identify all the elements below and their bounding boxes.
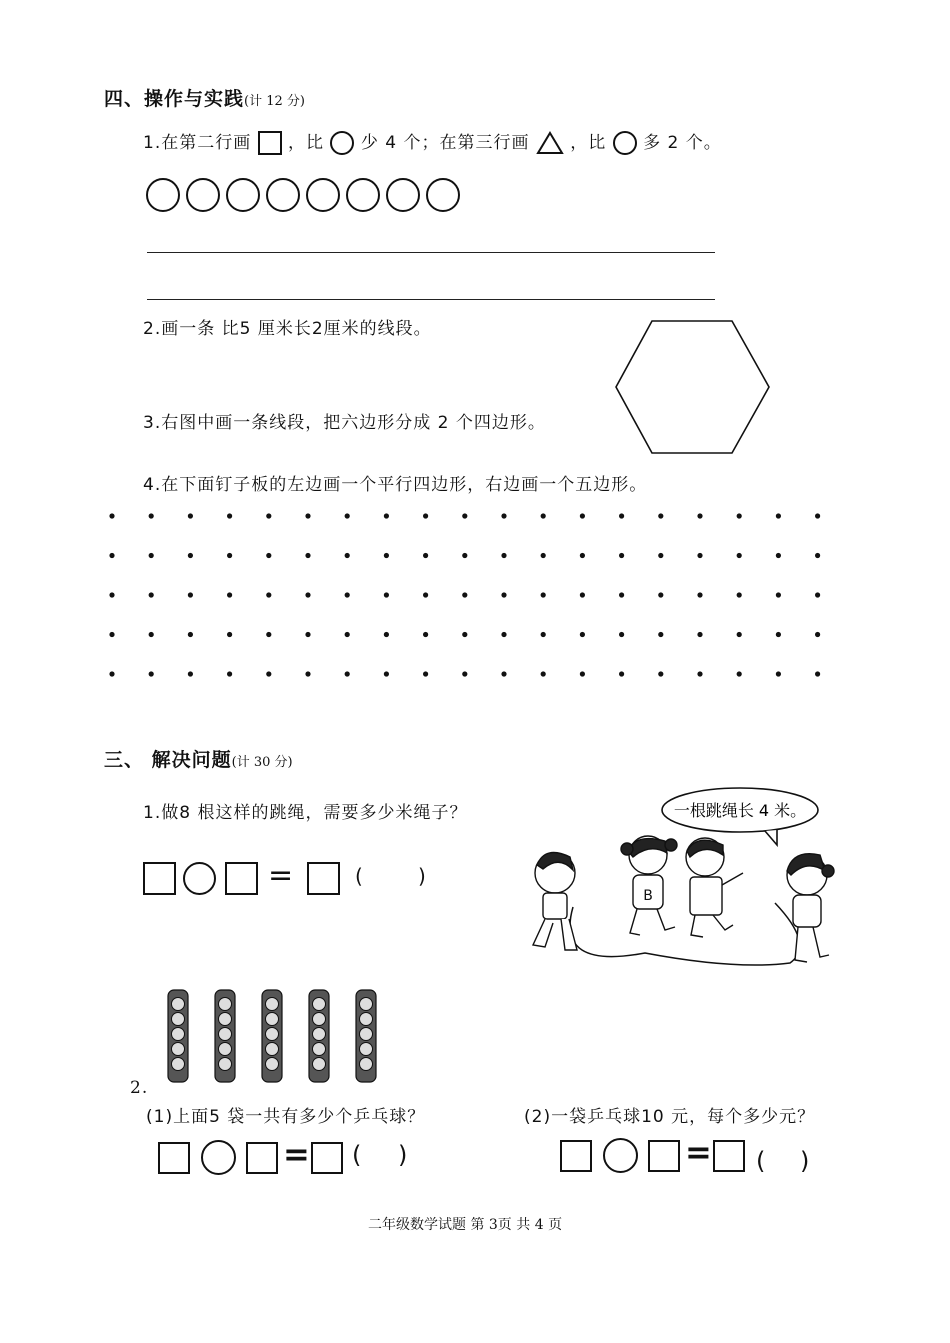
child-girl-b bbox=[621, 836, 677, 935]
q1-part-3: 少 4 个；在第三行画 bbox=[360, 133, 530, 153]
child-boy bbox=[686, 838, 743, 937]
nail-dot[interactable] bbox=[737, 513, 742, 518]
nail-dot[interactable] bbox=[541, 671, 546, 676]
nail-dot[interactable] bbox=[815, 553, 820, 558]
ping-pong-ball bbox=[219, 1013, 232, 1026]
ping-pong-ball bbox=[313, 1043, 326, 1056]
nail-dot[interactable] bbox=[109, 553, 114, 558]
nail-dot[interactable] bbox=[227, 671, 232, 676]
nail-dot[interactable] bbox=[345, 553, 350, 558]
section4-title-text: 四、操作与实践 bbox=[104, 88, 245, 110]
ping-pong-ball bbox=[360, 998, 373, 1011]
speech-text: 一根跳绳长 4 米。 bbox=[673, 801, 807, 820]
nail-dot[interactable] bbox=[384, 632, 389, 637]
child-right bbox=[787, 854, 834, 962]
nail-dot[interactable] bbox=[580, 671, 585, 676]
nail-dot[interactable] bbox=[188, 592, 193, 597]
q1-part-5: 多 2 个。 bbox=[643, 133, 722, 153]
nail-dot[interactable] bbox=[776, 671, 781, 676]
nail-dot[interactable] bbox=[541, 632, 546, 637]
s4-question-4: 4.在下面钉子板的左边画一个平行四边形，右边画一个五边形。 bbox=[143, 475, 648, 495]
nail-dot[interactable] bbox=[227, 553, 232, 558]
equals-sign: = bbox=[268, 858, 294, 893]
svg-text:B: B bbox=[643, 888, 653, 904]
nail-dot[interactable] bbox=[423, 513, 428, 518]
nail-dot[interactable] bbox=[737, 632, 742, 637]
s3-question-2-2: (2)一袋乒乓球10 元，每个多少元？ bbox=[524, 1107, 816, 1127]
circle-shape bbox=[346, 178, 380, 212]
circle-shape bbox=[386, 178, 420, 212]
operator-circle[interactable] bbox=[603, 1138, 638, 1173]
ball-tube bbox=[215, 990, 235, 1082]
ping-pong-ball bbox=[360, 1058, 373, 1071]
nail-dot[interactable] bbox=[776, 632, 781, 637]
ball-tube bbox=[168, 990, 188, 1082]
q1-part-2: ，比 bbox=[288, 133, 325, 153]
section3-score: (计 30 分) bbox=[231, 755, 293, 770]
nail-dot[interactable] bbox=[149, 632, 154, 637]
nail-dot[interactable] bbox=[462, 632, 467, 637]
nail-dot[interactable] bbox=[501, 553, 506, 558]
section4-title bbox=[104, 84, 305, 111]
nail-dot[interactable] bbox=[266, 671, 271, 676]
answer-line-row3 bbox=[147, 299, 715, 300]
operator-circle[interactable] bbox=[201, 1140, 236, 1175]
unit-paren-right: ) bbox=[418, 864, 426, 888]
nail-dot[interactable] bbox=[815, 671, 820, 676]
ping-pong-ball bbox=[360, 1013, 373, 1026]
nail-dot[interactable] bbox=[384, 592, 389, 597]
nail-dot[interactable] bbox=[384, 513, 389, 518]
nail-dot[interactable] bbox=[580, 592, 585, 597]
unit-paren-right: ) bbox=[800, 1147, 810, 1175]
ping-pong-ball bbox=[172, 1013, 185, 1026]
circle-shape bbox=[426, 178, 460, 212]
nail-dot[interactable] bbox=[619, 513, 624, 518]
section3-title-text: 三、 解决问题 bbox=[104, 749, 232, 771]
answer-box[interactable] bbox=[311, 1142, 343, 1174]
nail-dot[interactable] bbox=[658, 671, 663, 676]
ping-pong-ball bbox=[219, 1043, 232, 1056]
nail-dot[interactable] bbox=[815, 632, 820, 637]
nail-dot[interactable] bbox=[109, 592, 114, 597]
nail-dot[interactable] bbox=[501, 513, 506, 518]
nail-dot[interactable] bbox=[697, 553, 702, 558]
nail-dot[interactable] bbox=[227, 513, 232, 518]
nail-dot[interactable] bbox=[266, 553, 271, 558]
ping-pong-ball bbox=[172, 1043, 185, 1056]
nail-dot[interactable] bbox=[776, 513, 781, 518]
ping-pong-ball bbox=[266, 1013, 279, 1026]
circle-row bbox=[146, 178, 466, 214]
nail-dot[interactable] bbox=[776, 592, 781, 597]
nail-dot[interactable] bbox=[266, 632, 271, 637]
nail-dot[interactable] bbox=[658, 513, 663, 518]
nail-dot[interactable] bbox=[345, 671, 350, 676]
nail-dot[interactable] bbox=[697, 513, 702, 518]
answer-box[interactable] bbox=[713, 1140, 745, 1172]
nail-dot[interactable] bbox=[541, 513, 546, 518]
nail-dot[interactable] bbox=[658, 592, 663, 597]
ping-pong-ball bbox=[313, 998, 326, 1011]
nail-dot[interactable] bbox=[462, 671, 467, 676]
nail-dot[interactable] bbox=[697, 671, 702, 676]
circle-shape bbox=[186, 178, 220, 212]
nail-dot[interactable] bbox=[619, 553, 624, 558]
s3-question-2-1: (1)上面5 袋一共有多少个乒乓球？ bbox=[146, 1107, 426, 1127]
hexagon-shape[interactable] bbox=[614, 318, 772, 456]
square-shape bbox=[258, 131, 282, 155]
ping-pong-ball bbox=[313, 1013, 326, 1026]
nail-dot[interactable] bbox=[109, 513, 114, 518]
nail-dot[interactable] bbox=[188, 513, 193, 518]
nail-dot[interactable] bbox=[737, 592, 742, 597]
nail-dot[interactable] bbox=[345, 513, 350, 518]
child-left bbox=[533, 853, 577, 951]
ping-pong-ball bbox=[360, 1043, 373, 1056]
nail-dot[interactable] bbox=[619, 632, 624, 637]
circle-shape bbox=[613, 131, 637, 155]
nail-dot[interactable] bbox=[776, 553, 781, 558]
nail-dot[interactable] bbox=[109, 671, 114, 676]
ball-tube bbox=[262, 990, 282, 1082]
operator-circle[interactable] bbox=[183, 862, 216, 895]
nail-dot[interactable] bbox=[149, 592, 154, 597]
nail-dot[interactable] bbox=[109, 632, 114, 637]
nail-dot[interactable] bbox=[737, 671, 742, 676]
unit-paren-left: ( bbox=[352, 1141, 362, 1169]
nail-dot[interactable] bbox=[423, 671, 428, 676]
unit-paren-left: ( bbox=[355, 864, 363, 888]
nail-dot[interactable] bbox=[619, 671, 624, 676]
ping-pong-ball bbox=[313, 1028, 326, 1041]
nail-dot[interactable] bbox=[305, 592, 310, 597]
nail-dot[interactable] bbox=[737, 553, 742, 558]
nail-dot[interactable] bbox=[815, 513, 820, 518]
nail-dot[interactable] bbox=[305, 513, 310, 518]
circle-shape bbox=[330, 131, 354, 155]
nail-dot[interactable] bbox=[305, 553, 310, 558]
nail-dot[interactable] bbox=[580, 632, 585, 637]
ping-pong-ball bbox=[219, 1058, 232, 1071]
circle-shape bbox=[146, 178, 180, 212]
answer-line-row2 bbox=[147, 252, 715, 253]
ping-pong-tubes bbox=[160, 988, 380, 1088]
nail-dot[interactable] bbox=[188, 671, 193, 676]
nail-dot[interactable] bbox=[149, 671, 154, 676]
ping-pong-ball bbox=[266, 998, 279, 1011]
answer-box[interactable] bbox=[225, 862, 258, 895]
nail-dot[interactable] bbox=[619, 592, 624, 597]
nail-dot[interactable] bbox=[462, 513, 467, 518]
rope bbox=[570, 903, 800, 965]
answer-box[interactable] bbox=[158, 1142, 190, 1174]
nail-dot[interactable] bbox=[580, 513, 585, 518]
nail-dot[interactable] bbox=[580, 553, 585, 558]
equals-sign: = bbox=[685, 1133, 712, 1171]
nail-dot[interactable] bbox=[815, 592, 820, 597]
section3-title bbox=[104, 745, 293, 772]
nail-dot[interactable] bbox=[149, 553, 154, 558]
nail-dot[interactable] bbox=[266, 592, 271, 597]
nail-dot[interactable] bbox=[227, 632, 232, 637]
nail-dot[interactable] bbox=[423, 632, 428, 637]
ping-pong-ball bbox=[266, 1043, 279, 1056]
nail-dot[interactable] bbox=[305, 671, 310, 676]
nail-dot[interactable] bbox=[305, 632, 310, 637]
nail-dot[interactable] bbox=[462, 592, 467, 597]
nail-dot[interactable] bbox=[384, 553, 389, 558]
s4-question-3: 3.右图中画一条线段，把六边形分成 2 个四边形。 bbox=[143, 413, 546, 433]
nail-dot[interactable] bbox=[423, 592, 428, 597]
s3-question-2-label: 2. bbox=[130, 1078, 149, 1098]
nail-dot[interactable] bbox=[697, 632, 702, 637]
jump-rope-illustration bbox=[515, 785, 855, 975]
nail-dot[interactable] bbox=[423, 553, 428, 558]
ping-pong-ball bbox=[266, 1028, 279, 1041]
nail-dot[interactable] bbox=[345, 592, 350, 597]
answer-box[interactable] bbox=[648, 1140, 680, 1172]
q1-part-1: 1.在第二行画 bbox=[143, 133, 252, 153]
unit-paren-right: ) bbox=[398, 1141, 408, 1169]
page-footer: 二年级数学试题 第 3页 共 4 页 bbox=[368, 1217, 563, 1233]
answer-box[interactable] bbox=[560, 1140, 592, 1172]
s4-question-2: 2.画一条 比5 厘米长2厘米的线段。 bbox=[143, 319, 432, 339]
ball-tube bbox=[309, 990, 329, 1082]
ball-tube bbox=[356, 990, 376, 1082]
nail-dot[interactable] bbox=[541, 592, 546, 597]
nail-dot[interactable] bbox=[188, 553, 193, 558]
nail-dot[interactable] bbox=[266, 513, 271, 518]
nail-dot[interactable] bbox=[658, 632, 663, 637]
ping-pong-ball bbox=[219, 998, 232, 1011]
nail-dot[interactable] bbox=[462, 553, 467, 558]
nail-dot[interactable] bbox=[501, 671, 506, 676]
q1-part-4: ，比 bbox=[570, 133, 607, 153]
answer-box[interactable] bbox=[143, 862, 176, 895]
nail-dot[interactable] bbox=[541, 553, 546, 558]
ping-pong-ball bbox=[266, 1058, 279, 1071]
ping-pong-ball bbox=[219, 1028, 232, 1041]
triangle-shape bbox=[536, 131, 564, 155]
nail-dot[interactable] bbox=[658, 553, 663, 558]
nail-dot[interactable] bbox=[384, 671, 389, 676]
ping-pong-ball bbox=[172, 998, 185, 1011]
s4-question-1 bbox=[143, 130, 722, 156]
ping-pong-ball bbox=[172, 1028, 185, 1041]
unit-paren-left: ( bbox=[756, 1147, 766, 1175]
section4-score: (计 12 分) bbox=[244, 94, 305, 109]
circle-shape bbox=[266, 178, 300, 212]
nail-dot[interactable] bbox=[345, 632, 350, 637]
answer-box[interactable] bbox=[307, 862, 340, 895]
s3-question-1: 1.做8 根这样的跳绳，需要多少米绳子？ bbox=[143, 803, 468, 823]
nail-dot[interactable] bbox=[501, 632, 506, 637]
circle-shape bbox=[226, 178, 260, 212]
nail-dot[interactable] bbox=[227, 592, 232, 597]
equals-sign: = bbox=[283, 1135, 310, 1173]
ping-pong-ball bbox=[313, 1058, 326, 1071]
nail-dot[interactable] bbox=[697, 592, 702, 597]
nail-dot[interactable] bbox=[149, 513, 154, 518]
ping-pong-ball bbox=[360, 1028, 373, 1041]
answer-box[interactable] bbox=[246, 1142, 278, 1174]
nail-board-dot-grid[interactable] bbox=[100, 505, 840, 690]
nail-dot[interactable] bbox=[501, 592, 506, 597]
circle-shape bbox=[306, 178, 340, 212]
ping-pong-ball bbox=[172, 1058, 185, 1071]
nail-dot[interactable] bbox=[188, 632, 193, 637]
